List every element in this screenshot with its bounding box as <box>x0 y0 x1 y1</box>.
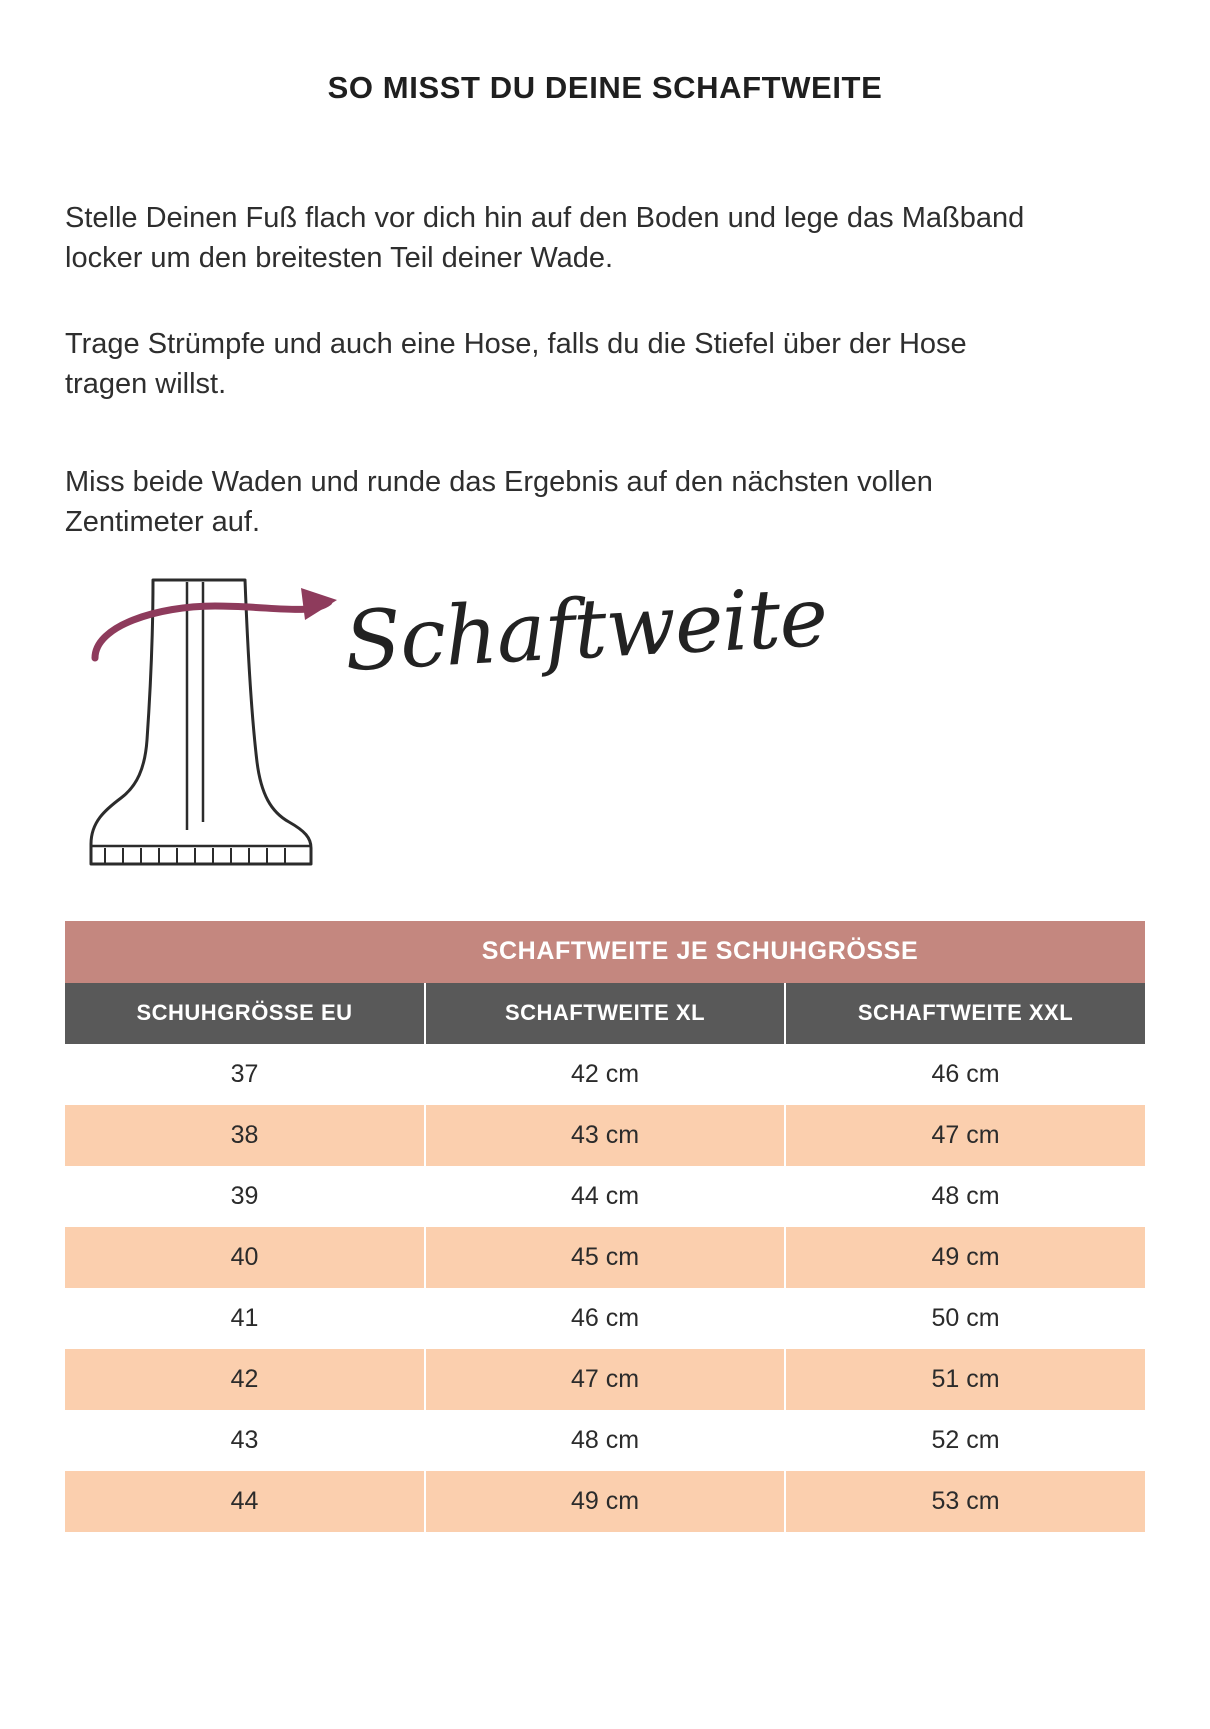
table-row <box>65 1044 1145 1105</box>
cell-shoe-size: 37 <box>65 1044 425 1105</box>
schaftweite-script-label <box>342 569 830 762</box>
table-row <box>65 1410 1145 1471</box>
cell-shoe-size: 42 <box>65 1349 425 1410</box>
cell-shoe-size: 39 <box>65 1166 425 1227</box>
cell-shaft-xxl: 53 cm <box>785 1471 1145 1532</box>
size-table-body <box>65 1044 1145 1532</box>
column-header-shaft-xxl: SCHAFTWEITE XXL <box>785 983 1145 1044</box>
cell-shaft-xxl: 51 cm <box>785 1349 1145 1410</box>
table-header-row <box>65 983 1145 1044</box>
instruction-paragraph-1: Stelle Deinen Fuß flach vor dich hin auf den Boden und lege das Maßband locker um den breitesten Teil deiner Wade. <box>65 202 1025 275</box>
cell-shaft-xl: 42 cm <box>425 1044 785 1105</box>
cell-shaft-xl: 45 cm <box>425 1227 785 1288</box>
instruction-paragraph-2: Trage Strümpfe und auch eine Hose, falls du die Stiefel über der Hose tragen willst. <box>65 328 967 401</box>
cell-shaft-xl: 46 cm <box>425 1288 785 1349</box>
cell-shaft-xl: 43 cm <box>425 1105 785 1166</box>
table-row <box>65 1166 1145 1227</box>
cell-shoe-size: 44 <box>65 1471 425 1532</box>
schaftweite-script-text: Schaftweite <box>342 569 830 691</box>
column-header-shoe-size: SCHUHGRÖSSE EU <box>65 983 425 1044</box>
size-table <box>65 921 1145 1532</box>
intro-text-block <box>65 198 1145 542</box>
cell-shoe-size: 38 <box>65 1105 425 1166</box>
cell-shoe-size: 41 <box>65 1288 425 1349</box>
cell-shaft-xxl: 49 cm <box>785 1227 1145 1288</box>
cell-shaft-xl: 48 cm <box>425 1410 785 1471</box>
table-row <box>65 1105 1145 1166</box>
page-title: SO MISST DU DEINE SCHAFTWEITE <box>327 70 883 105</box>
illustration-area <box>65 569 1145 872</box>
table-row <box>65 1349 1145 1410</box>
cell-shaft-xxl: 48 cm <box>785 1166 1145 1227</box>
table-row <box>65 1471 1145 1532</box>
size-table-wrap <box>65 921 1145 1532</box>
column-header-shaft-xl: SCHAFTWEITE XL <box>425 983 785 1044</box>
table-row <box>65 1227 1145 1288</box>
cell-shaft-xl: 47 cm <box>425 1349 785 1410</box>
cell-shoe-size: 40 <box>65 1227 425 1288</box>
cell-shaft-xl: 49 cm <box>425 1471 785 1532</box>
cell-shaft-xxl: 46 cm <box>785 1044 1145 1105</box>
size-table-caption-text: SCHAFTWEITE JE SCHUHGRÖSSE <box>481 937 919 965</box>
cell-shaft-xxl: 50 cm <box>785 1288 1145 1349</box>
size-table-head <box>65 983 1145 1044</box>
table-row <box>65 1288 1145 1349</box>
cell-shaft-xxl: 47 cm <box>785 1105 1145 1166</box>
size-table-caption <box>65 921 1145 983</box>
cell-shaft-xl: 44 cm <box>425 1166 785 1227</box>
instruction-paragraph-3: Miss beide Waden und runde das Ergebnis auf den nächsten vollen Zentimeter auf. <box>65 466 933 539</box>
cell-shaft-xxl: 52 cm <box>785 1410 1145 1471</box>
cell-shoe-size: 43 <box>65 1410 425 1471</box>
